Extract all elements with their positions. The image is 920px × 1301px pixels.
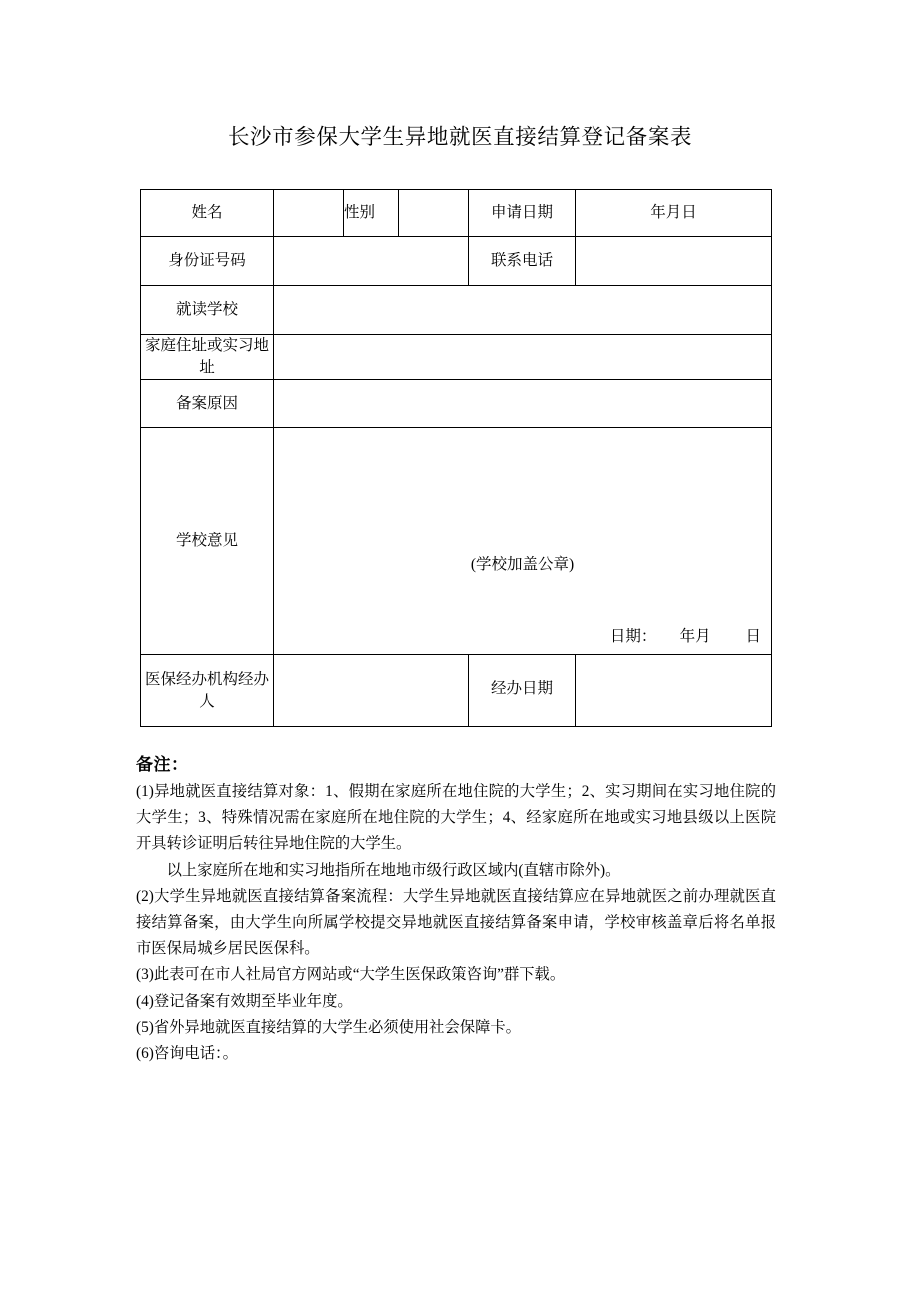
field-label-handle-date-text: 经办日期 [490, 679, 553, 697]
field-value-handle-date[interactable] [576, 655, 772, 727]
field-label-id-number: 身份证号码 [141, 237, 274, 286]
notes-section [136, 752, 776, 1067]
field-label-phone: 联系电话 [469, 237, 576, 286]
school-opinion-date-line: 日期： 年月 日 [609, 628, 761, 645]
note-item-6: (6)咨询电话：。 [136, 1045, 238, 1063]
note-item-3: (3)此表可在市人社局官方网站或“大学生医保政策咨询”群下载。 [136, 966, 566, 984]
table-row-address [141, 335, 772, 380]
field-label-gender: 性别 [344, 190, 399, 237]
field-label-school-opinion: 学校意见 [141, 428, 274, 655]
field-value-gender[interactable] [399, 190, 469, 237]
notes-heading: 备注： [136, 755, 189, 774]
official-seal-note: (学校加盖公章) [470, 556, 575, 573]
page-title: 长沙市参保大学生异地就医直接结算登记备案表 [227, 125, 693, 149]
field-label-address [141, 335, 274, 380]
field-label-handler-text: 医保经办机构经办人 [144, 670, 269, 710]
table-row-school [141, 286, 772, 335]
field-value-name[interactable] [274, 190, 344, 237]
field-value-school[interactable] [274, 286, 772, 335]
field-label-handle-date [469, 655, 576, 727]
table-row-id-phone [141, 237, 772, 286]
field-label-reason: 备案原因 [141, 380, 274, 428]
field-label-address-text: 家庭住址或实习地址 [144, 337, 269, 376]
field-value-school-opinion[interactable] [274, 428, 772, 655]
note-item-1-supplement: 以上家庭所在地和实习地指所在地地市级行政区域内(直辖市除外)。 [166, 861, 621, 879]
registration-form-table [140, 189, 772, 727]
table-row-school-opinion [141, 428, 772, 655]
field-label-school: 就读学校 [141, 286, 274, 335]
note-item-1: (1)异地就医直接结算对象：1、假期在家庭所在地住院的大学生；2、实习期间在实习地住院的大学生；3、特殊情况需在家庭所在地住院的大学生；4、经家庭所在地或实习地县级以上医院开具转诊证明后转往异地住院的大学生。 [136, 783, 776, 853]
table-row-handler [141, 655, 772, 727]
field-label-apply-date: 申请日期 [469, 190, 576, 237]
field-value-apply-date[interactable]: 年月日 [576, 190, 772, 237]
table-row-reason [141, 380, 772, 428]
field-label-name: 姓名 [141, 190, 274, 237]
field-value-handler[interactable] [274, 655, 469, 727]
field-value-reason[interactable] [274, 380, 772, 428]
field-value-id-number[interactable] [274, 237, 469, 286]
field-label-handler [141, 655, 274, 727]
note-item-5: (5)省外异地就医直接结算的大学生必须使用社会保障卡。 [136, 1018, 521, 1036]
note-item-2: (2)大学生异地就医直接结算备案流程：大学生异地就医直接结算应在异地就医之前办理就医直接结算备案，由大学生向所属学校提交异地就医直接结算备案申请，学校审核盖章后将名单报市医保局城乡居民医保科。 [136, 887, 776, 958]
field-value-address[interactable] [274, 335, 772, 380]
field-value-phone[interactable] [576, 237, 772, 286]
note-item-4: (4)登记备案有效期至毕业年度。 [136, 992, 353, 1010]
table-row-name [141, 190, 772, 237]
